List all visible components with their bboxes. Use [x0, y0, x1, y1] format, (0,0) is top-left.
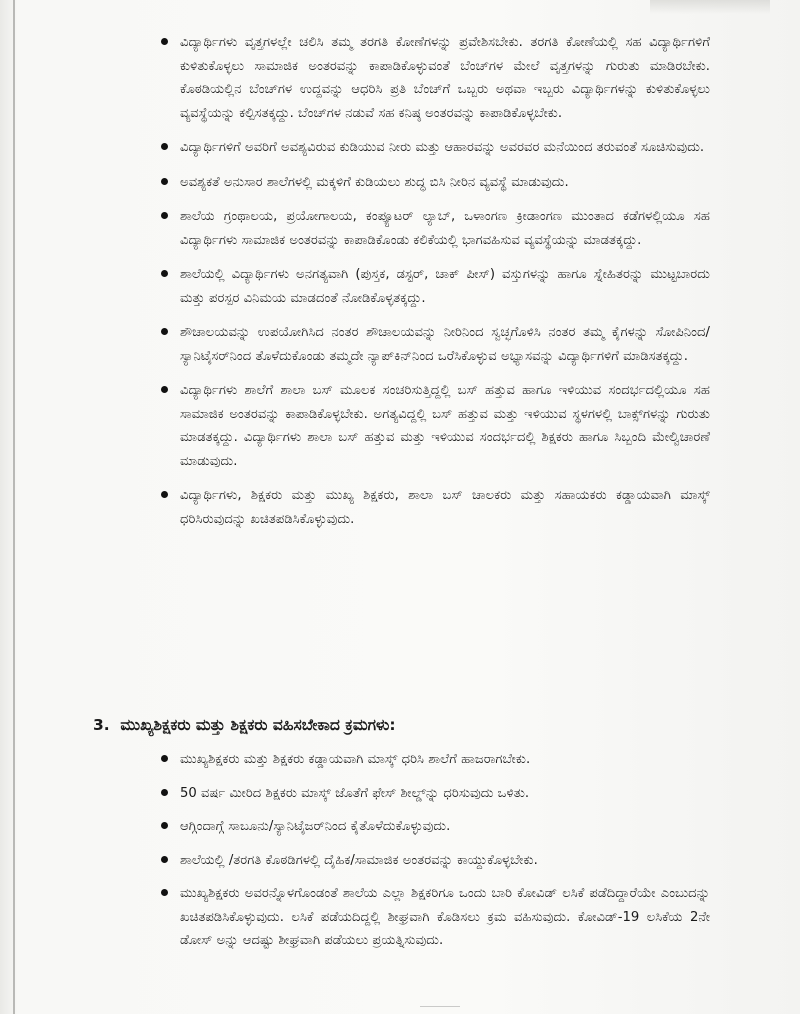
bullet-icon [159, 820, 170, 831]
section-title: ಮುಖ್ಯಶಿಕ್ಷಕರು ಮತ್ತು ಶಿಕ್ಷಕರು ವಹಿಸಬೇಕಾದ ಕ್ರಮಗಳು: [120, 716, 396, 734]
bullet-icon [159, 753, 170, 764]
scan-artifact [420, 1006, 460, 1013]
list-item-text: ಶಾಲೆಯಲ್ಲಿ ವಿದ್ಯಾರ್ಥಿಗಳು ಅನಗತ್ಯವಾಗಿ (ಪುಸ್ತಕ, ಡಸ್ಟರ್, ಚಾಕ್ ಪೀಸ್) ವಸ್ತುಗಳನ್ನು ಹಾಗೂ ಸ್ನೇಹಿತರನ್ನು ಮುಟ್ಟಬಾರದು ಮತ್ತು ಪರಸ್ಪರ ವಿನಿಮಯ ಮಾಡದಂತೆ ನೋಡಿಕೊಳ್ಳತಕ್ಕದ್ದು. [180, 267, 710, 306]
bullet-icon [159, 176, 170, 187]
list-item-text: 50 ವರ್ಷ ಮೀರಿದ ಶಿಕ್ಷಕರು ಮಾಸ್ಕ್ ಜೊತೆಗೆ ಫೇಸ್ ಶೀಲ್ಡ್‌ನ್ನು ಧರಿಸುವುದು ಒಳಿತು. [180, 785, 530, 801]
list-item-text: ಶೌಚಾಲಯವನ್ನು ಉಪಯೋಗಿಸಿದ ನಂತರ ಶೌಚಾಲಯವನ್ನು ನೀರಿನಿಂದ ಸ್ವಚ್ಛಗೊಳಿಸಿ ನಂತರ ತಮ್ಮ ಕೈಗಳನ್ನು ಸೋಪಿನಿಂದ/ಸ್ಯಾನಿಟೈಸರ್‌ನಿಂದ ತೊಳೆದುಕೊಂಡು ತಮ್ಮದೇ ನ್ಯಾಪ್‌ಕಿನ್‌ನಿಂದ ಒರೆಸಿಕೊಳ್ಳುವ ಅಭ್ಯಾಸವನ್ನು ವಿದ್ಯಾರ್ಥಿಗಳಿಗೆ ಮಾಡಿಸತಕ್ಕದ್ದು. [180, 325, 710, 364]
list-item-text: ಮುಖ್ಯಶಿಕ್ಷಕರು ಅವರನ್ನೊಳಗೊಂಡಂತೆ ಶಾಲೆಯ ಎಲ್ಲಾ ಶಿಕ್ಷಕರಿಗೂ ಒಂದು ಬಾರಿ ಕೋವಿಡ್ ಲಸಿಕೆ ಪಡೆದಿದ್ದಾರೆಯೇ ಎಂಬುದನ್ನು ಖಚಿತಪಡಿಸಿಕೊಳ್ಳುವುದು. ಲಸಿಕೆ ಪಡೆಯದಿದ್ದಲ್ಲಿ ಶೀಘ್ರವಾಗಿ ಕೊಡಿಸಲು ಕ್ರಮ ವಹಿಸುವುದು. ಕೋವಿಡ್-19 ಲಸಿಕೆಯ 2ನೇ ಡೋಸ್ ಅನ್ನು ಆದಷ್ಟು ಶೀಘ್ರವಾಗಿ ಪಡೆಯಲು ಪ್ರಯತ್ನಿಸುವುದು. [180, 886, 710, 948]
bullet-icon [159, 489, 170, 500]
list-item [150, 205, 710, 252]
list-item-text: ವಿದ್ಯಾರ್ಥಿಗಳು ಶಾಲೆಗೆ ಶಾಲಾ ಬಸ್ ಮೂಲಕ ಸಂಚರಿಸುತ್ತಿದ್ದಲ್ಲಿ ಬಸ್ ಹತ್ತುವ ಹಾಗೂ ಇಳಿಯುವ ಸಂದರ್ಭದಲ್ಲಿಯೂ ಸಹ ಸಾಮಾಜಿಕ ಅಂತರವನ್ನು ಕಾಪಾಡಿಕೊಳ್ಳಬೇಕು. ಅಗತ್ಯವಿದ್ದಲ್ಲಿ ಬಸ್ ಹತ್ತುವ ಮತ್ತು ಇಳಿಯುವ ಸ್ಥಳಗಳಲ್ಲಿ ಬಾಕ್ಸ್‌ಗಳನ್ನು ಗುರುತು ಮಾಡತಕ್ಕದ್ದು. ವಿದ್ಯಾರ್ಥಿಗಳು ಶಾಲಾ ಬಸ್ ಹತ್ತುವ ಮತ್ತು ಇಳಿಯುವ ಸಂದರ್ಭದಲ್ಲಿ ಶಿಕ್ಷಕರು ಹಾಗೂ ಸಿಬ್ಬಂದಿ ಮೇಲ್ವಿಚಾರಣೆ ಮಾಡುವುದು. [180, 383, 710, 469]
list-item-text: ಶಾಲೆಯ ಗ್ರಂಥಾಲಯ, ಪ್ರಯೋಗಾಲಯ, ಕಂಪ್ಯೂಟರ್ ಲ್ಯಾಬ್, ಒಳಾಂಗಣ ಕ್ರೀಡಾಂಗಣ ಮುಂತಾದ ಕಡೆಗಳಲ್ಲಿಯೂ ಸಹ ವಿದ್ಯಾರ್ಥಿಗಳು ಸಾಮಾಜಿಕ ಅಂತರವನ್ನು ಕಾಪಾಡಿಕೊಂಡು ಕಲಿಕೆಯಲ್ಲಿ ಭಾಗವಹಿಸುವ ವ್ಯವಸ್ಥೆಯನ್ನು ಮಾಡತಕ್ಕದ್ದು. [180, 209, 710, 248]
list-item [150, 263, 710, 310]
list-item-text: ಶಾಲೆಯಲ್ಲಿ /ತರಗತಿ ಕೊಠಡಿಗಳಲ್ಲಿ ದೈಹಿಕ/ಸಾಮಾಜಿಕ ಅಂತರವನ್ನು ಕಾಯ್ದುಕೊಳ್ಳಬೇಕು. [180, 852, 538, 868]
section-number: 3. [93, 716, 110, 734]
section-heading [93, 713, 733, 737]
bullet-list-students [150, 31, 710, 542]
list-item-text: ಆಗ್ಗಿಂದಾಗ್ಗೆ ಸಾಬೂನು/ಸ್ಯಾನಿಟೈಜರ್‌ನಿಂದ ಕೈತೊಳೆದುಕೊಳ್ಳುವುದು. [180, 819, 451, 834]
list-item-text: ವಿದ್ಯಾರ್ಥಿಗಳು ವೃತ್ತಗಳಲ್ಲೇ ಚಲಿಸಿ ತಮ್ಮ ತರಗತಿ ಕೋಣೆಗಳನ್ನು ಪ್ರವೇಶಿಸಬೇಕು. ತರಗತಿ ಕೋಣೆಯಲ್ಲಿ ಸಹ ವಿದ್ಯಾರ್ಥಿಗಳಿಗೆ ಕುಳಿತುಕೊಳ್ಳಲು ಸಾಮಾಜಿಕ ಅಂತರವನ್ನು ಕಾಪಾಡಿಕೊಳ್ಳುವಂತೆ ಬೆಂಚ್‌ಗಳ ಮೇಲೆ ವೃತ್ತಗಳನ್ನು ಗುರುತು ಮಾಡಿರಬೇಕು. ಕೊಠಡಿಯಲ್ಲಿನ ಬೆಂಚ್‌ಗಳ ಉದ್ದವನ್ನು ಆಧರಿಸಿ ಪ್ರತಿ ಬೆಂಚ್‌ಗೆ ಒಬ್ಬರು ಅಥವಾ ಇಬ್ಬರು ವಿದ್ಯಾರ್ಥಿಗಳನ್ನು ಕುಳಿತುಕೊಳ್ಳಲು ವ್ಯವಸ್ಥೆಯನ್ನು ಕಲ್ಪಿಸತಕ್ಕದ್ದು. ಬೆಂಚ್‌ಗಳ ನಡುವೆ ಸಹ ಕನಿಷ್ಠ ಅಂತರವನ್ನು ಕಾಪಾಡಿಕೊಳ್ಳಬೇಕು. [180, 35, 710, 121]
list-item-text: ಮುಖ್ಯಶಿಕ್ಷಕರು ಮತ್ತು ಶಿಕ್ಷಕರು ಕಡ್ಡಾಯವಾಗಿ ಮಾಸ್ಕ್ ಧರಿಸಿ ಶಾಲೆಗೆ ಹಾಜರಾಗಬೇಕು. [180, 752, 531, 767]
list-item-text: ವಿದ್ಯಾರ್ಥಿಗಳಿಗೆ ಅವರಿಗೆ ಅವಶ್ಯವಿರುವ ಕುಡಿಯುವ ನೀರು ಮತ್ತು ಆಹಾರವನ್ನು ಅವರವರ ಮನೆಯಿಂದ ತರುವಂತೆ ಸೂಚಿಸುವುದು. [180, 140, 705, 155]
list-item [150, 379, 710, 473]
bullet-icon [159, 210, 170, 221]
bullet-icon [159, 326, 170, 337]
bullet-icon [159, 854, 170, 865]
bullet-icon [159, 36, 170, 47]
list-item [150, 882, 710, 953]
list-item [150, 171, 710, 195]
list-item-text: ವಿದ್ಯಾರ್ಥಿಗಳು, ಶಿಕ್ಷಕರು ಮತ್ತು ಮುಖ್ಯ ಶಿಕ್ಷಕರು, ಶಾಲಾ ಬಸ್ ಚಾಲಕರು ಮತ್ತು ಸಹಾಯಕರು ಕಡ್ಡಾಯವಾಗಿ ಮಾಸ್ಕ್ ಧರಿಸಿರುವುದನ್ನು ಖಚಿತಪಡಿಸಿಕೊಳ್ಳುವುದು. [180, 488, 710, 527]
list-item [150, 484, 710, 531]
bullet-icon [159, 141, 170, 152]
list-item [150, 748, 710, 772]
list-item-text: ಅವಶ್ಯಕತೆ ಅನುಸಾರ ಶಾಲೆಗಳಲ್ಲಿ ಮಕ್ಕಳಿಗೆ ಕುಡಿಯಲು ಶುದ್ಧ ಬಿಸಿ ನೀರಿನ ವ್ಯವಸ್ಥೆ ಮಾಡುವುದು. [180, 174, 569, 190]
list-item [150, 849, 710, 873]
list-item [150, 815, 710, 839]
list-item [150, 136, 710, 160]
bullet-icon [159, 887, 170, 898]
list-item [150, 31, 710, 125]
bullet-icon [159, 787, 170, 798]
bullet-icon [159, 268, 170, 279]
list-item [150, 321, 710, 368]
list-item [150, 782, 710, 806]
bullet-list-teachers [150, 748, 710, 963]
bullet-icon [159, 384, 170, 395]
